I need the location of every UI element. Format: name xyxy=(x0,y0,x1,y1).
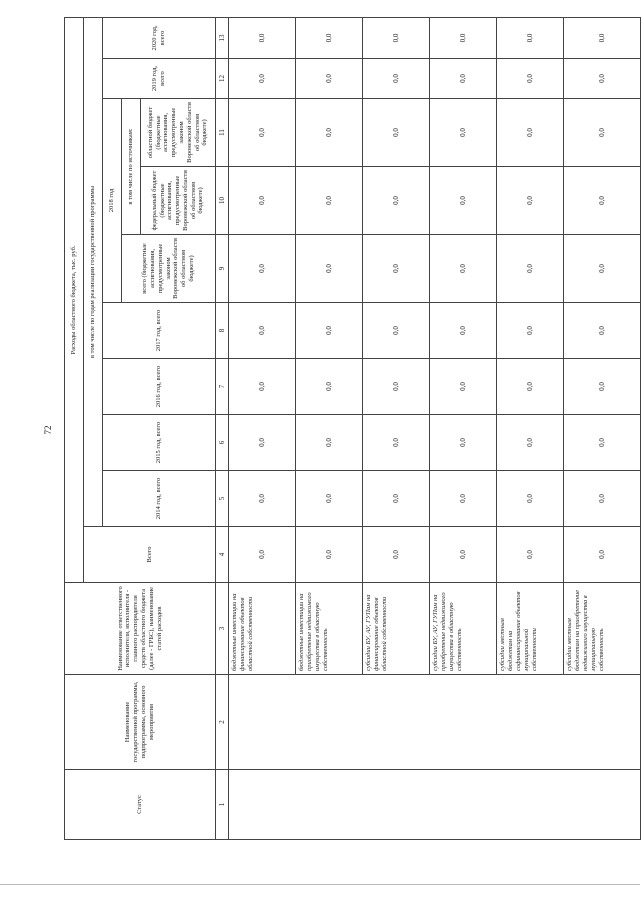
header-2019: 2019 год, всего xyxy=(103,59,216,99)
program-name-cell xyxy=(229,675,641,770)
row-label: субсидии БУ, АУ, ГУПам на финансирование объектов областной собственности xyxy=(363,583,430,675)
value-cell: 0,0 xyxy=(497,303,564,359)
col-number: 6 xyxy=(216,415,229,471)
value-cell: 0,0 xyxy=(564,527,641,583)
value-cell: 0,0 xyxy=(296,527,363,583)
value-cell: 0,0 xyxy=(363,303,430,359)
value-cell: 0,0 xyxy=(296,17,363,58)
value-cell: 0,0 xyxy=(497,17,564,58)
page-number: 72 xyxy=(43,425,53,435)
value-cell: 0,0 xyxy=(430,59,497,99)
col-number: 11 xyxy=(216,99,229,167)
header-2014: 2014 год, всего xyxy=(103,471,216,527)
value-cell: 0,0 xyxy=(229,59,296,99)
value-cell: 0,0 xyxy=(229,17,296,58)
value-cell: 0,0 xyxy=(363,359,430,415)
value-cell: 0,0 xyxy=(363,17,430,58)
row-label: бюджетные инвестиции на приобретение недвижимого имущества в областную собственность xyxy=(296,583,363,675)
value-cell: 0,0 xyxy=(430,303,497,359)
value-cell: 0,0 xyxy=(564,303,641,359)
value-cell: 0,0 xyxy=(430,99,497,167)
value-cell: 0,0 xyxy=(296,99,363,167)
value-cell: 0,0 xyxy=(229,415,296,471)
value-cell: 0,0 xyxy=(296,471,363,527)
value-cell: 0,0 xyxy=(564,99,641,167)
value-cell: 0,0 xyxy=(229,235,296,303)
value-cell: 0,0 xyxy=(430,359,497,415)
col-number: 7 xyxy=(216,359,229,415)
row-label: субсидии местным бюджетам на приобретение недвижимого имущества в муниципальную собственность xyxy=(564,583,641,675)
header-2017: 2017 год, всего xyxy=(103,303,216,359)
value-cell: 0,0 xyxy=(564,415,641,471)
header-by-sources: в том числе по источникам: xyxy=(122,99,141,235)
header-status: Статус xyxy=(65,770,216,840)
status-cell xyxy=(229,770,641,840)
value-cell: 0,0 xyxy=(564,59,641,99)
value-cell: 0,0 xyxy=(296,303,363,359)
value-cell: 0,0 xyxy=(564,359,641,415)
value-cell: 0,0 xyxy=(363,415,430,471)
header-program-name: Наименование государственной программы, подпрограммы, основного мероприятия xyxy=(65,675,216,770)
header-2015: 2015 год, всего xyxy=(103,415,216,471)
value-cell: 0,0 xyxy=(497,471,564,527)
value-cell: 0,0 xyxy=(497,527,564,583)
header-executor: Наименование ответственного исполнителя, исполнителя - главного распорядителя средств областного бюджета (далее - ГРБС), наименование статей расходов xyxy=(65,583,216,675)
value-cell: 0,0 xyxy=(296,415,363,471)
rotated-table-wrapper xyxy=(64,18,607,840)
header-by-years: в том числе по годам реализации государственной программы xyxy=(84,17,103,526)
table-container xyxy=(64,18,607,840)
table-row xyxy=(229,17,296,839)
col-number: 4 xyxy=(216,527,229,583)
row-label: бюджетные инвестиции на финансирование объектов областной собственности xyxy=(229,583,296,675)
value-cell: 0,0 xyxy=(363,471,430,527)
value-cell: 0,0 xyxy=(229,471,296,527)
value-cell: 0,0 xyxy=(430,527,497,583)
col-number: 8 xyxy=(216,303,229,359)
value-cell: 0,0 xyxy=(229,303,296,359)
budget-table xyxy=(64,17,641,840)
value-cell: 0,0 xyxy=(564,471,641,527)
value-cell: 0,0 xyxy=(296,167,363,235)
header-2020: 2020 год, всего xyxy=(103,17,216,58)
header-2018-total: всего (бюджетные ассигнования, предусмотренные законом Воронежской области об областном бюджете) xyxy=(122,235,216,303)
value-cell: 0,0 xyxy=(497,59,564,99)
header-2018: 2018 год xyxy=(103,99,122,303)
value-cell: 0,0 xyxy=(229,359,296,415)
col-number: 3 xyxy=(216,583,229,675)
value-cell: 0,0 xyxy=(229,527,296,583)
col-number: 5 xyxy=(216,471,229,527)
row-label: субсидии местным бюджетам на софинансирование объектов муниципальной собственности xyxy=(497,583,564,675)
value-cell: 0,0 xyxy=(229,167,296,235)
value-cell: 0,0 xyxy=(564,17,641,58)
value-cell: 0,0 xyxy=(363,167,430,235)
value-cell: 0,0 xyxy=(296,235,363,303)
col-number: 9 xyxy=(216,235,229,303)
value-cell: 0,0 xyxy=(497,99,564,167)
value-cell: 0,0 xyxy=(430,471,497,527)
row-label: субсидии БУ, АУ, ГУПам на приобретение недвижимого имущества в областную собственность xyxy=(430,583,497,675)
value-cell: 0,0 xyxy=(430,235,497,303)
header-total: Всего xyxy=(84,527,216,583)
col-number: 12 xyxy=(216,59,229,99)
value-cell: 0,0 xyxy=(296,59,363,99)
column-numbers-row xyxy=(216,17,229,839)
value-cell: 0,0 xyxy=(363,99,430,167)
col-number: 13 xyxy=(216,17,229,58)
header-federal: федеральный бюджет (бюджетные ассигнования, предусмотренные Воронежской области об областном бюджете) xyxy=(141,167,216,235)
value-cell: 0,0 xyxy=(497,415,564,471)
value-cell: 0,0 xyxy=(564,167,641,235)
value-cell: 0,0 xyxy=(430,17,497,58)
value-cell: 0,0 xyxy=(363,235,430,303)
value-cell: 0,0 xyxy=(229,99,296,167)
col-number: 1 xyxy=(216,770,229,840)
value-cell: 0,0 xyxy=(564,235,641,303)
value-cell: 0,0 xyxy=(296,359,363,415)
value-cell: 0,0 xyxy=(430,167,497,235)
col-number: 2 xyxy=(216,675,229,770)
value-cell: 0,0 xyxy=(497,235,564,303)
value-cell: 0,0 xyxy=(363,59,430,99)
header-regional: областной бюджет (бюджетные ассигнования, предусмотренные законом Воронежской области об областном бюджете) xyxy=(141,99,216,167)
scan-edge-divider xyxy=(0,884,640,885)
value-cell: 0,0 xyxy=(363,527,430,583)
header-2016: 2016 год, всего xyxy=(103,359,216,415)
value-cell: 0,0 xyxy=(497,167,564,235)
col-number: 10 xyxy=(216,167,229,235)
header-expenses: Расходы областного бюджета, тыс. руб. xyxy=(65,17,84,582)
value-cell: 0,0 xyxy=(497,359,564,415)
value-cell: 0,0 xyxy=(430,415,497,471)
